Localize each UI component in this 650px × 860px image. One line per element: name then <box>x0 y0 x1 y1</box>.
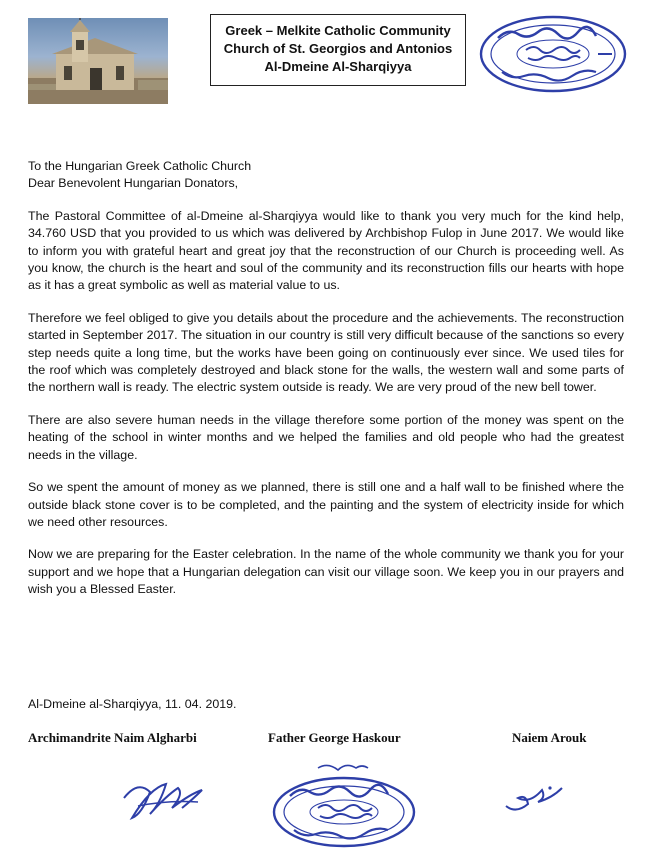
paragraph-reconstruction: Therefore we feel obliged to give you details about the procedure and the achievements. The reconstruction started in September 2017. The situation in our country is still very difficult because of the sanctions so every step needs quite a long time, but the works have been going on continuously ever since. We used tiles for the roof which was completely destroyed and black stone for the walls, the western wall and some parts of the northern wall is ready. The electric system outside is ready. We are very proud of the new bell tower. <box>28 310 624 395</box>
church-photo <box>28 18 168 104</box>
letter-salutation: Dear Benevolent Hungarian Donators, <box>28 176 239 191</box>
letter-body <box>28 158 624 614</box>
paragraph-thanks: The Pastoral Committee of al-Dmeine al-Sharqiyya would like to thank you very much for the kind help, 34.760 USD that you provided to us which was delivered by Archbishop Fulop in June 2017. We would like to inform you with grateful heart and great joy that the reconstruction of our Church is proceeding well. As you know, the church is the heart and soul of the community and its reconstruction fills our hearts with hope as it has a great symbolic as well as material value to us. <box>28 208 624 293</box>
signature-archimandrite <box>118 768 214 828</box>
letterhead-community: Greek – Melkite Catholic Community <box>225 23 451 38</box>
letter-greeting <box>28 158 624 193</box>
letterhead-location: Al-Dmeine Al-Sharqiyya <box>264 59 412 74</box>
signature-naiem-arouk <box>500 770 580 818</box>
letter-dateline: Al-Dmeine al-Sharqiyya, 11. 04. 2019. <box>28 697 237 711</box>
signatory-father-george: Father George Haskour <box>268 730 401 745</box>
church-seal-bottom <box>268 760 420 850</box>
church-seal-top <box>478 14 628 94</box>
paragraph-easter: Now we are preparing for the Easter celebration. In the name of the whole community we thank you for your support and we hope that a Hungarian delegation can visit our village soon. We keep you in our prayers and wish you a Blessed Easter. <box>28 547 624 597</box>
signatory-naiem-arouk: Naiem Arouk <box>512 730 587 745</box>
paragraph-human-needs: There are also severe human needs in the village therefore some portion of the money was spent on the heating of the school in winter months and we helped the families and old people who had the greatest needs in the village. <box>28 412 624 462</box>
signatory-archimandrite: Archimandrite Naim Algharbi <box>28 730 197 745</box>
letterhead-church: Church of St. Georgios and Antonios <box>223 41 453 56</box>
paragraph-remaining-work: So we spent the amount of money as we planned, there is still one and a half wall to be finished where the outside black stone cover is to be completed, and the painting and the system of electricity inside for which we need other resources. <box>28 480 624 529</box>
letterhead-box <box>210 14 466 86</box>
letter-recipient: To the Hungarian Greek Catholic Church <box>28 159 252 173</box>
